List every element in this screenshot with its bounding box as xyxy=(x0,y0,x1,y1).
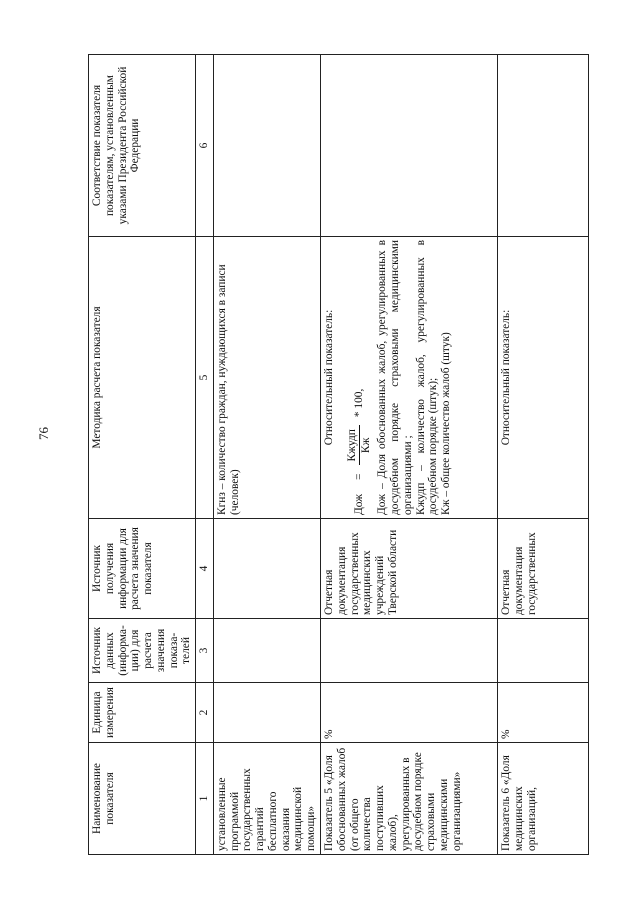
method-definition: Кжудп – количество жалоб, урегулированных в досудебном порядке (штук); xyxy=(414,240,440,515)
formula-denominator: Кж xyxy=(359,437,372,454)
cell-data-source xyxy=(213,619,320,683)
table-row xyxy=(213,55,320,855)
column-number: 2 xyxy=(196,683,214,743)
cell-compliance xyxy=(213,55,320,237)
column-number: 6 xyxy=(196,55,214,237)
table-row xyxy=(321,55,498,855)
formula xyxy=(346,240,373,515)
formula-fraction xyxy=(346,425,373,465)
cell-data-source xyxy=(498,619,589,683)
cell-unit xyxy=(213,683,320,743)
header-name: Наименование показателя xyxy=(89,743,196,855)
cell-data-source xyxy=(321,619,498,683)
cell-info-source: Отчетная документация государственных медицинских учреждений Тверской области xyxy=(321,519,498,619)
column-number: 1 xyxy=(196,743,214,855)
indicator-table xyxy=(88,54,589,855)
column-number: 4 xyxy=(196,519,214,619)
header-data-source: Источник данных (информа-ции) для расчета значения показа-телей xyxy=(89,619,196,683)
cell-compliance xyxy=(498,55,589,237)
cell-name: установленные программой государственных гарантий бесплатного оказания медицинской помощи» xyxy=(213,743,320,855)
cell-info-source: Отчетная документация государственных xyxy=(498,519,589,619)
formula-left: Дож xyxy=(352,493,365,515)
column-number: 3 xyxy=(196,619,214,683)
header-method: Методика расчета показателя xyxy=(89,237,196,519)
cell-compliance xyxy=(321,55,498,237)
header-info-source: Источник получения информации для расчета значения показателя xyxy=(89,519,196,619)
rotated-table-container xyxy=(88,55,603,855)
formula-right: * 100, xyxy=(352,388,365,418)
cell-unit: % xyxy=(498,683,589,743)
column-number-row xyxy=(196,55,214,855)
cell-name: Показатель 6 «Доля медицинских организаций, xyxy=(498,743,589,855)
page-number: 76 xyxy=(36,427,51,440)
cell-info-source xyxy=(213,519,320,619)
method-definition: Кж – общее количество жалоб (штук) xyxy=(440,332,453,515)
table-row xyxy=(498,55,589,855)
method-definition: Дож – Доля обоснованных жалоб, урегулированных в досудебном порядке страховыми медицинскими организациями ; xyxy=(376,240,414,515)
header-row xyxy=(89,55,196,855)
formula-numerator: Кжудп xyxy=(346,425,360,465)
cell-method xyxy=(321,237,498,519)
header-unit: Единица измерения xyxy=(89,683,196,743)
cell-method: Кгнз – количество граждан, нуждающихся в записи (человек) xyxy=(213,237,320,519)
cell-name: Показатель 5 «Доля обоснованных жалоб (от общего количества поступивших жалоб), урегулированных в досудебном порядке страховыми медицинскими организациями» xyxy=(321,743,498,855)
cell-unit: % xyxy=(321,683,498,743)
column-number: 5 xyxy=(196,237,214,519)
method-title: Относительный показатель: xyxy=(323,309,336,446)
formula-equals: = xyxy=(352,473,365,480)
cell-method: Относительный показатель: xyxy=(498,237,589,519)
header-compliance: Соответствие показателя показателям, установленным указами Президента Российской Федерации xyxy=(89,55,196,237)
